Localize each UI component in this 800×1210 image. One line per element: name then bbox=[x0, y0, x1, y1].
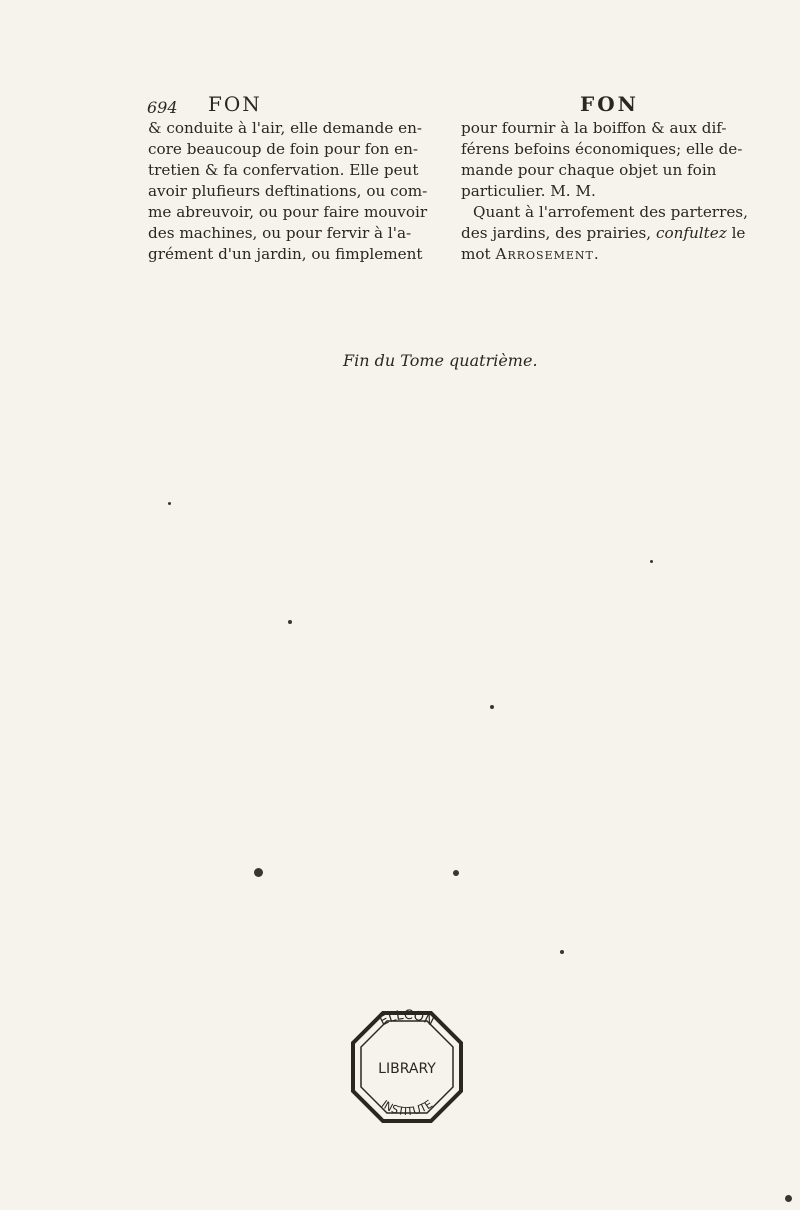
stamp-middle-text: LIBRARY bbox=[378, 1061, 436, 1077]
ink-speck bbox=[650, 560, 653, 563]
text-line: pour fournir à la boiffon & aux dif- bbox=[461, 119, 727, 137]
text-line: avoir plufieurs deftinations, ou com- bbox=[148, 182, 428, 200]
page-number: 694 bbox=[147, 98, 178, 117]
text-line: core beaucoup de foin pour fon en- bbox=[148, 140, 419, 158]
text-fragment: des jardins, des prairies, bbox=[461, 224, 652, 242]
text-line: & conduite à l'air, elle demande en- bbox=[148, 119, 423, 137]
text-line: férens befoins économiques; elle de- bbox=[461, 140, 743, 158]
text-line bbox=[461, 244, 786, 265]
ink-speck bbox=[254, 868, 263, 877]
ink-speck bbox=[168, 502, 171, 505]
library-stamp bbox=[343, 1003, 471, 1131]
ink-speck bbox=[288, 620, 292, 624]
ink-speck bbox=[560, 950, 564, 954]
text-fragment: mot bbox=[461, 245, 491, 263]
colophon-rest: du Tome quatrième. bbox=[374, 351, 538, 370]
text-line: particulier. M. M. bbox=[461, 182, 596, 200]
ink-speck bbox=[453, 870, 459, 876]
end-of-volume-colophon bbox=[343, 351, 538, 370]
text-line: Quant à l'arrofement des parterres, bbox=[473, 203, 748, 221]
text-line: me abreuvoir, ou pour faire mouvoir bbox=[148, 203, 428, 221]
left-column bbox=[148, 118, 448, 265]
right-column bbox=[461, 118, 786, 265]
cross-reference-headword: Arrosement. bbox=[495, 245, 600, 263]
ink-speck bbox=[490, 705, 494, 709]
running-head-left: FON bbox=[208, 92, 262, 116]
running-head-right: FON bbox=[580, 92, 639, 116]
italic-cross-reference: confultez bbox=[655, 224, 727, 242]
ink-speck bbox=[785, 1195, 792, 1202]
stamp-bottom-text: INSTITUTE bbox=[378, 1097, 436, 1119]
text-line: des machines, ou pour fervir à l'a- bbox=[148, 224, 412, 242]
text-line: tretien & fa confervation. Elle peut bbox=[148, 161, 419, 179]
text-line: grément d'un jardin, ou fimplement bbox=[148, 245, 423, 263]
text-line bbox=[461, 223, 786, 244]
text-line: mande pour chaque objet un foin bbox=[461, 161, 717, 179]
stamp-top-text: ELLCON bbox=[377, 1007, 437, 1030]
colophon-fin: Fin bbox=[343, 351, 370, 370]
text-fragment: le bbox=[731, 224, 746, 242]
